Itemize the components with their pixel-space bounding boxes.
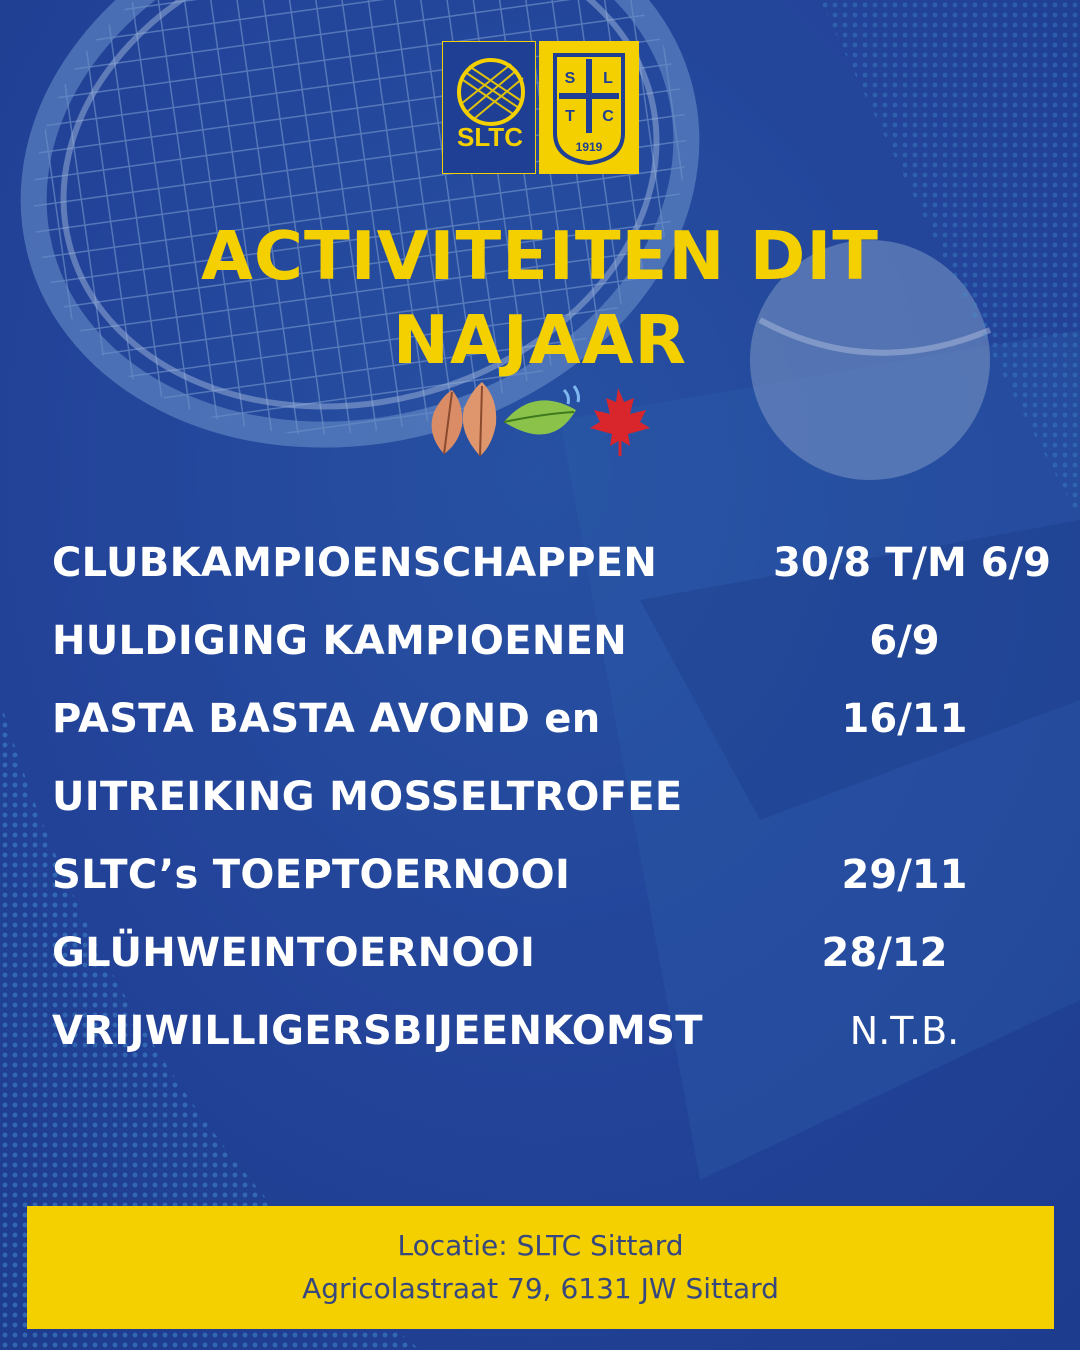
list-item [52,767,1072,827]
sltc-logo [442,41,536,174]
activity-name: CLUBKAMPIOENSCHAPPEN [52,540,658,586]
activity-name: VRIJWILLIGERSBIJEENKOMST [52,1008,703,1054]
location-box [27,1206,1054,1329]
crest-letter-s: S [564,70,576,87]
crest-letter-t: T [565,108,575,125]
title-line-2: NAJAAR [392,301,688,379]
crest-logo [539,41,639,174]
activity-date: 16/11 [841,696,968,742]
club-logos [442,41,639,174]
activity-name: SLTC’s TOEPTOERNOOI [52,852,571,898]
location-label: Locatie: SLTC Sittard [397,1229,684,1262]
brown-leaf-icon [432,390,463,454]
list-item [52,845,1072,905]
maple-leaf-icon [590,388,650,456]
activity-name: PASTA BASTA AVOND en [52,696,601,742]
green-leaf-icon [504,386,579,435]
crest-letter-l: L [603,70,613,87]
activity-name: HULDIGING KAMPIOENEN [52,618,628,664]
page-title [0,214,1080,382]
list-item [52,689,1072,749]
activity-name: GLÜHWEINTOERNOOI [52,930,536,976]
tennis-ball-logo-icon [443,42,537,175]
activity-date: 29/11 [841,852,968,898]
activity-name: UITREIKING MOSSELTROFEE [52,774,683,820]
activity-date: N.T.B. [849,1009,960,1053]
list-item [52,1001,1072,1061]
list-item [52,533,1072,593]
location-address: Agricolastraat 79, 6131 JW Sittard [302,1272,779,1305]
list-item [52,923,1072,983]
sltc-logo-text: SLTC [457,122,523,152]
title-line-1: ACTIVITEITEN DIT [201,217,879,295]
crest-year: 1919 [575,140,603,154]
crest-letter-c: C [602,108,614,125]
activity-date: 6/9 [869,618,940,664]
activity-date: 30/8 T/M 6/9 [773,540,1051,586]
brown-leaf-icon [463,382,497,456]
autumn-leaves [424,382,656,458]
crest-icon [539,41,639,174]
activity-date: 28/12 [821,930,948,976]
list-item [52,611,1072,671]
